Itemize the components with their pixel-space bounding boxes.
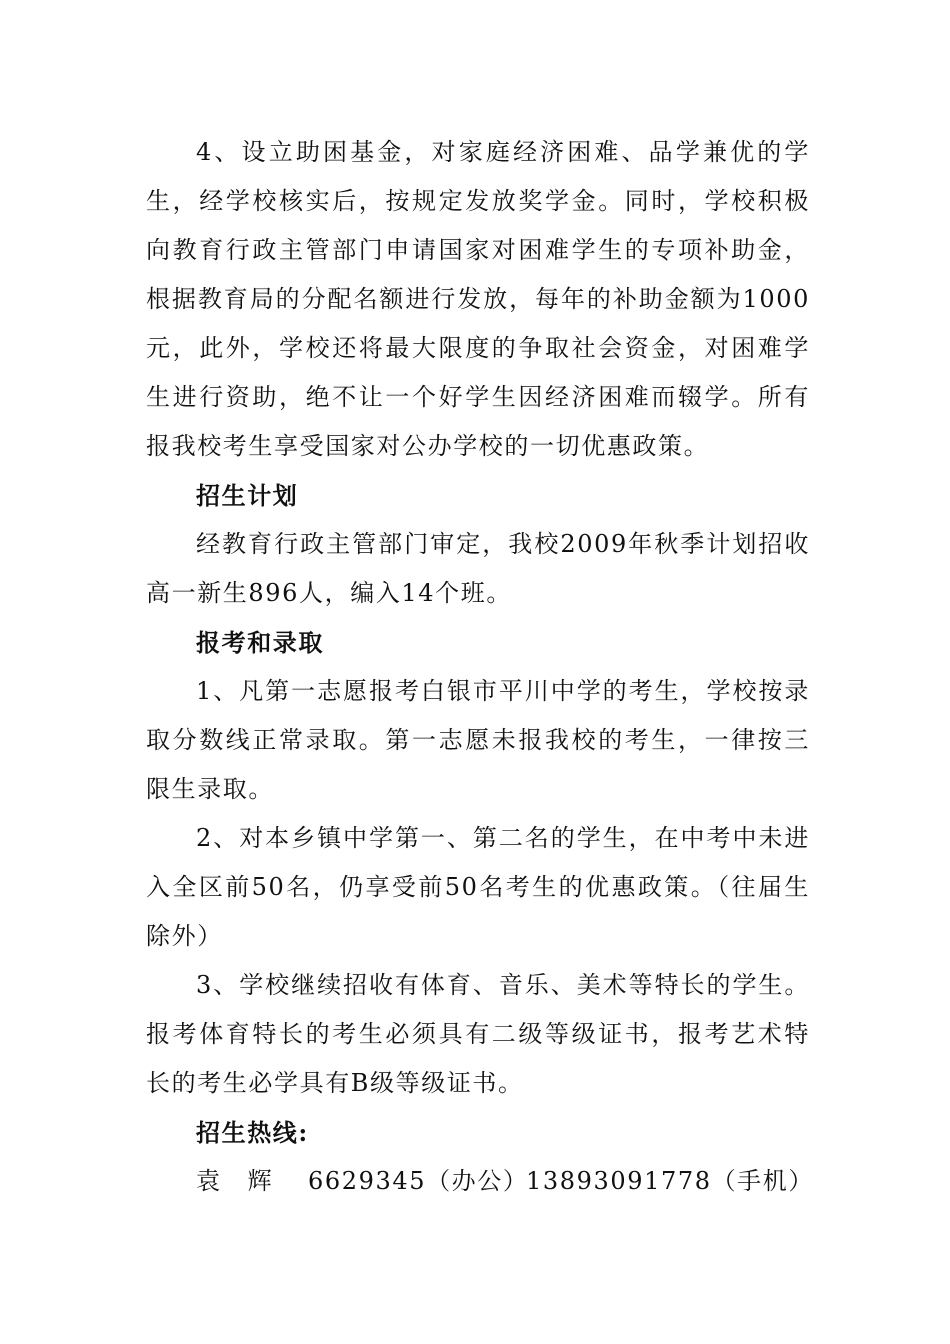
paragraph-aid-fund: 4、设立助困基金，对家庭经济困难、品学兼优的学生，经学校核实后，按规定发放奖学金。同时，学校积极向教育行政主管部门申请国家对困难学生的专项补助金，根据教育局的分配名额进行发放，每年的补助金额为1000元，此外，学校还将最大限度的争取社会资金，对困难学生进行资助，绝不让一个好学生因经济困难而辍学。所有报我校考生享受国家对公办学校的一切优惠政策。 <box>146 138 810 460</box>
paragraph-admission-3: 3、学校继续招收有体育、音乐、美术等特长的学生。报考体育特长的考生必须具有二级等级证书，报考艺术特长的考生必学具有B级等级证书。 <box>146 971 810 1097</box>
paragraph-admission-1: 1、凡第一志愿报考白银市平川中学的考生，学校按录取分数线正常录取。第一志愿未报我校的考生，一律按三限生录取。 <box>146 677 810 803</box>
paragraph-enrollment-plan: 经教育行政主管部门审定，我校2009年秋季计划招收高一新生896人，编入14个班。 <box>146 530 810 607</box>
document-body <box>146 128 814 1206</box>
paragraph-admission-2: 2、对本乡镇中学第一、第二名的学生，在中考中未进入全区前50名，仍享受前50名考生的优惠政策。（往届生除外） <box>146 824 810 950</box>
hotline-contact-name: 袁 辉 <box>196 1167 282 1195</box>
heading-hotline: 招生热线: <box>196 1118 309 1147</box>
hotline-row <box>146 1157 814 1206</box>
hotline-office-number: 6629345（办公） <box>308 1167 529 1195</box>
hotline-mobile-number: 13893091778（手机） <box>526 1167 814 1195</box>
heading-admission: 报考和录取 <box>196 628 324 657</box>
heading-enrollment-plan: 招生计划 <box>196 481 299 510</box>
